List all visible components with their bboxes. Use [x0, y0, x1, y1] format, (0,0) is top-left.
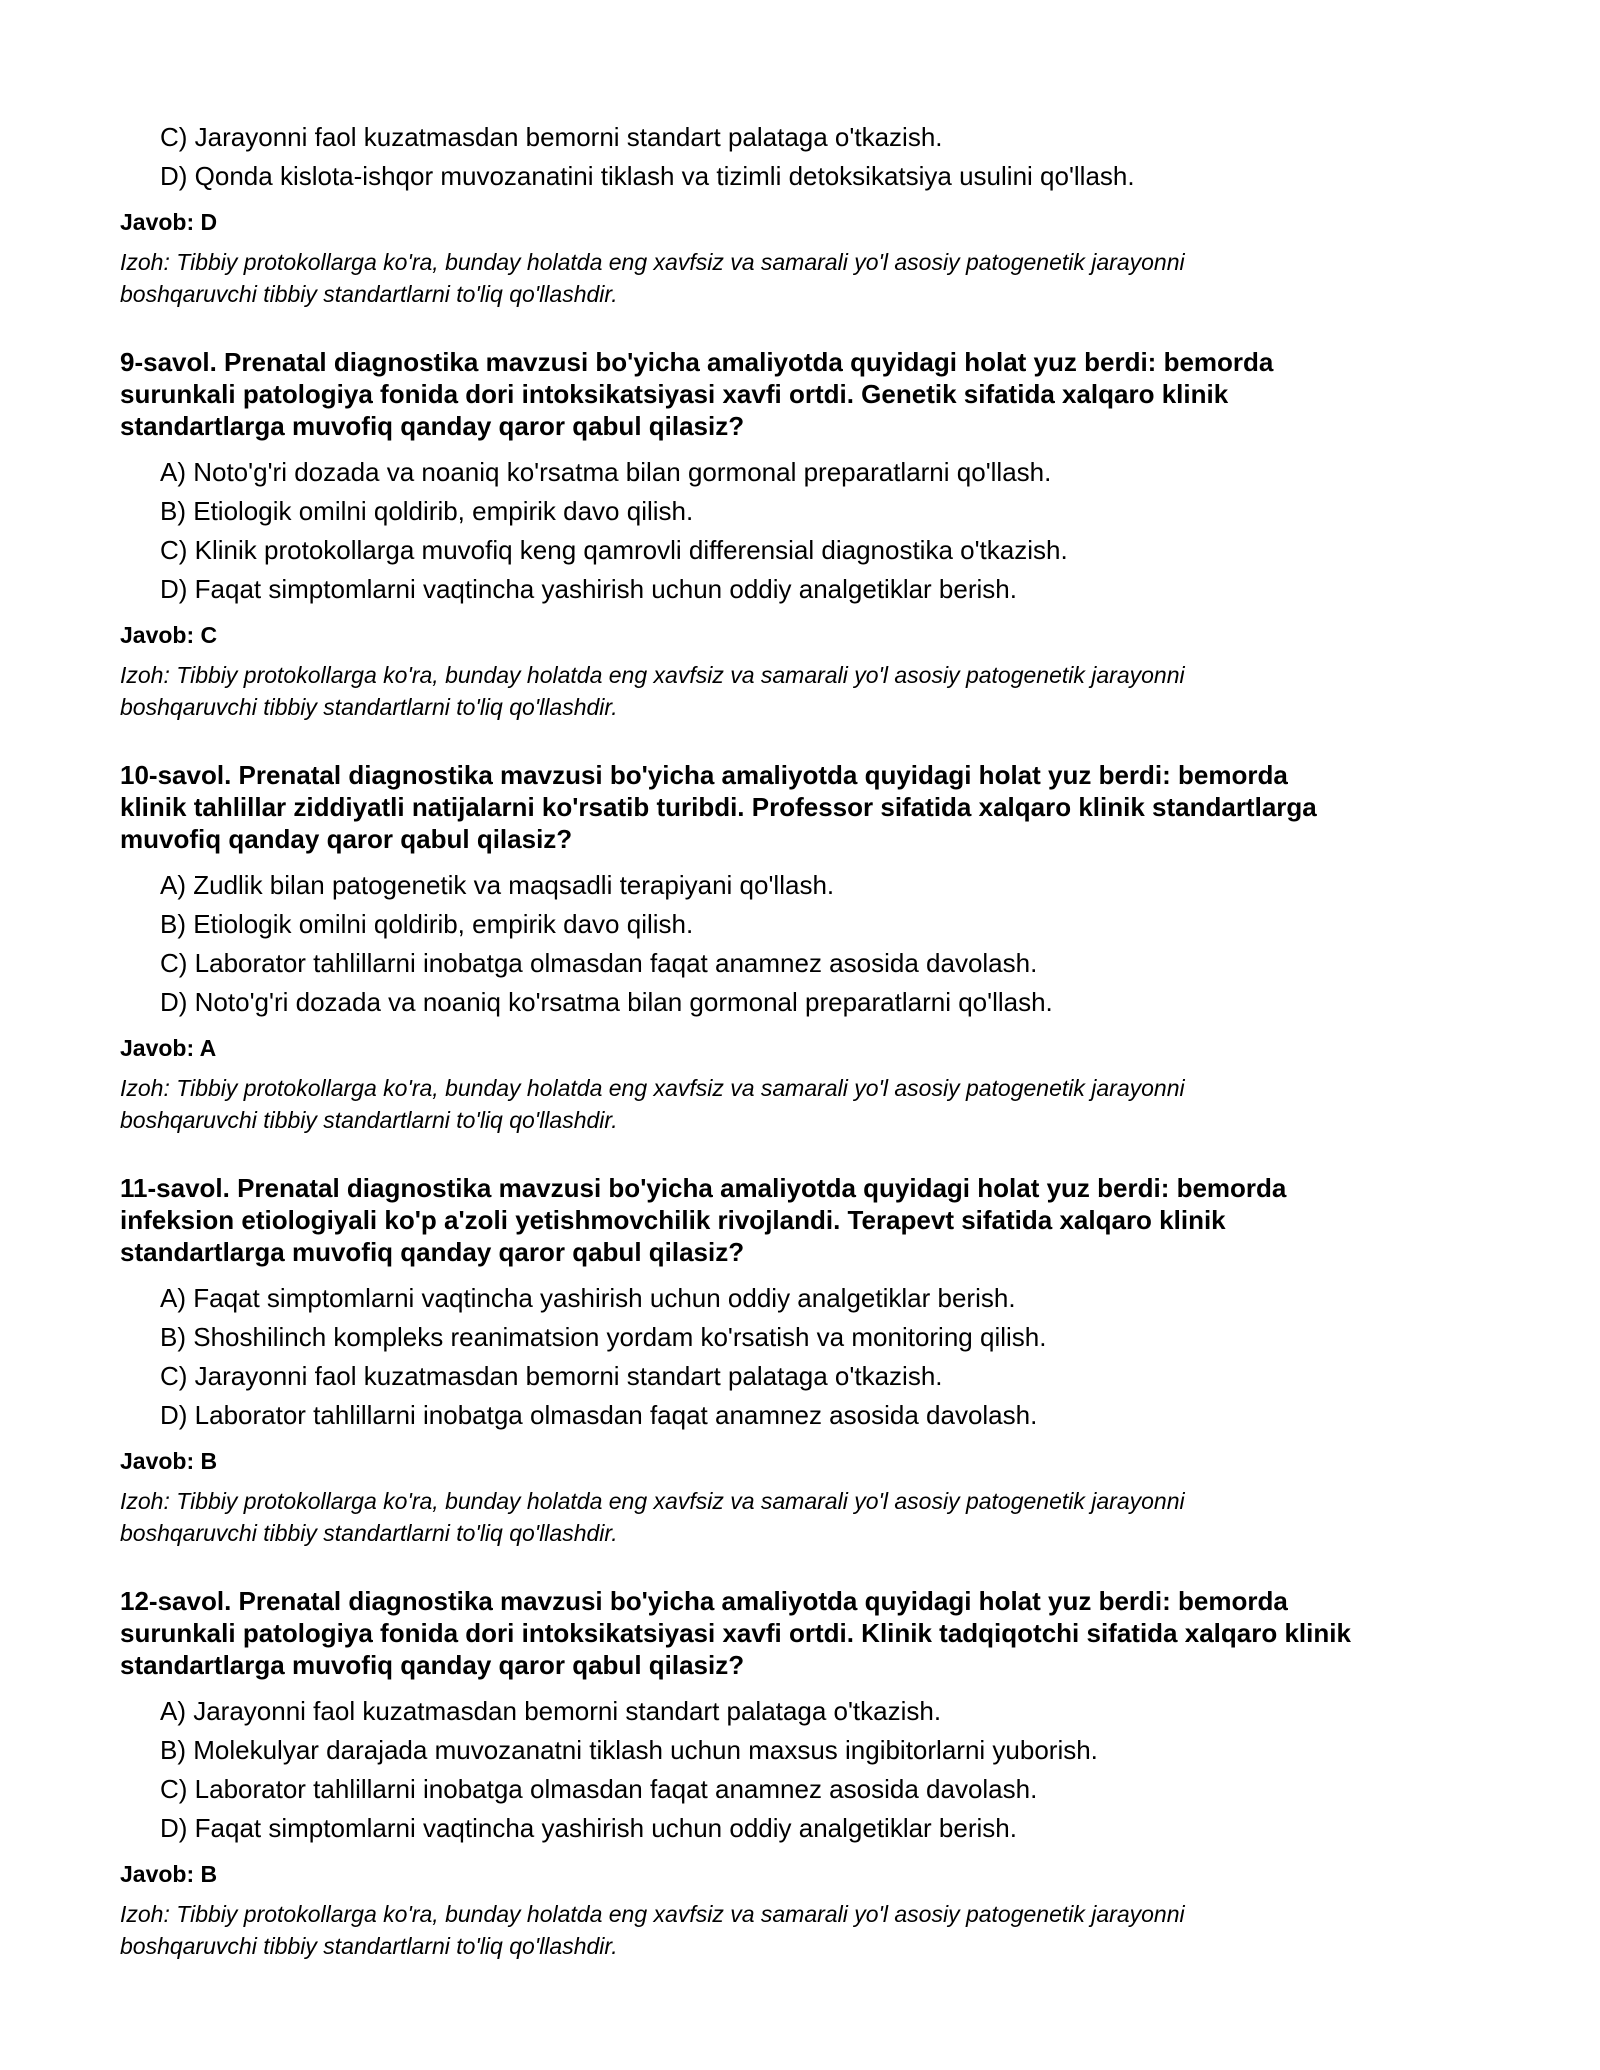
answer-key: Javob: B: [120, 1861, 218, 1887]
question-8-continuation: [120, 118, 1500, 310]
question-text-line: surunkali patologiya fonida dori intoksikatsiyasi xavfi ortdi. Klinik tadqiqotchi sifatida xalqaro klinik: [120, 1618, 1351, 1648]
option-d: D) Faqat simptomlarni vaqtincha yashirish uchun oddiy analgetiklar berish.: [160, 1813, 1017, 1843]
option-c: C) Laborator tahlillarni inobatga olmasdan faqat anamnez asosida davolash.: [160, 1774, 1038, 1804]
question-11: [120, 1172, 1500, 1549]
option-d: D) Qonda kislota-ishqor muvozanatini tiklash va tizimli detoksikatsiya usulini qo'llash.: [160, 161, 1135, 191]
explanation: [120, 659, 1500, 723]
option-b: B) Etiologik omilni qoldirib, empirik davo qilish.: [160, 496, 694, 526]
question-text: [120, 346, 1500, 442]
answer-options: [120, 1279, 1500, 1435]
question-text: [120, 1585, 1500, 1681]
option-a: A) Zudlik bilan patogenetik va maqsadli terapiyani qo'llash.: [160, 870, 835, 900]
answer-options: [120, 1692, 1500, 1848]
explanation-line: boshqaruvchi tibbiy standartlarni to'liq qo'llashdir.: [120, 1933, 618, 1959]
question-text-line: surunkali patologiya fonida dori intoksikatsiyasi xavfi ortdi. Genetik sifatida xalqaro klinik: [120, 379, 1229, 409]
question-text-line: klinik tahlillar ziddiyatli natijalarni ko'rsatib turibdi. Professor sifatida xalqaro klinik standartlarga: [120, 792, 1317, 822]
explanation-line: boshqaruvchi tibbiy standartlarni to'liq qo'llashdir.: [120, 694, 618, 720]
option-c: C) Laborator tahlillarni inobatga olmasdan faqat anamnez asosida davolash.: [160, 948, 1038, 978]
document-page: [120, 118, 1500, 1962]
answer-options: [120, 453, 1500, 609]
explanation-line: boshqaruvchi tibbiy standartlarni to'liq qo'llashdir.: [120, 1107, 618, 1133]
explanation: [120, 246, 1500, 310]
question-text-line: infeksion etiologiyali ko'p a'zoli yetishmovchilik rivojlandi. Terapevt sifatida xalqaro klinik: [120, 1205, 1226, 1235]
question-text-line: standartlarga muvofiq qanday qaror qabul qilasiz?: [120, 1650, 745, 1680]
question-9: [120, 346, 1500, 723]
explanation: [120, 1072, 1500, 1136]
option-c: C) Jarayonni faol kuzatmasdan bemorni standart palataga o'tkazish.: [160, 122, 943, 152]
option-a: A) Faqat simptomlarni vaqtincha yashirish uchun oddiy analgetiklar berish.: [160, 1283, 1016, 1313]
answer-key: Javob: C: [120, 622, 218, 648]
answer-key: Javob: B: [120, 1448, 218, 1474]
option-c: C) Jarayonni faol kuzatmasdan bemorni standart palataga o'tkazish.: [160, 1361, 943, 1391]
explanation: [120, 1485, 1500, 1549]
question-text-line: muvofiq qanday qaror qabul qilasiz?: [120, 824, 573, 854]
question-text-line: 10-savol. Prenatal diagnostika mavzusi bo'yicha amaliyotda quyidagi holat yuz berdi: bemorda: [120, 760, 1288, 790]
answer-key: Javob: D: [120, 209, 218, 235]
question-text-line: standartlarga muvofiq qanday qaror qabul qilasiz?: [120, 411, 745, 441]
explanation-line: Izoh: Tibbiy protokollarga ko'ra, bunday holatda eng xavfsiz va samarali yo'l asosiy patogenetik jarayonni: [120, 1901, 1185, 1927]
explanation: [120, 1898, 1500, 1962]
option-b: B) Molekulyar darajada muvozanatni tiklash uchun maxsus ingibitorlarni yuborish.: [160, 1735, 1098, 1765]
explanation-line: Izoh: Tibbiy protokollarga ko'ra, bunday holatda eng xavfsiz va samarali yo'l asosiy patogenetik jarayonni: [120, 249, 1185, 275]
option-b: B) Etiologik omilni qoldirib, empirik davo qilish.: [160, 909, 694, 939]
question-text-line: 12-savol. Prenatal diagnostika mavzusi bo'yicha amaliyotda quyidagi holat yuz berdi: bemorda: [120, 1586, 1288, 1616]
answer-key: Javob: A: [120, 1035, 217, 1061]
question-text-line: standartlarga muvofiq qanday qaror qabul qilasiz?: [120, 1237, 745, 1267]
option-a: A) Jarayonni faol kuzatmasdan bemorni standart palataga o'tkazish.: [160, 1696, 942, 1726]
question-text-line: 9-savol. Prenatal diagnostika mavzusi bo'yicha amaliyotda quyidagi holat yuz berdi: bemorda: [120, 347, 1274, 377]
explanation-line: boshqaruvchi tibbiy standartlarni to'liq qo'llashdir.: [120, 1520, 618, 1546]
question-text-line: 11-savol. Prenatal diagnostika mavzusi bo'yicha amaliyotda quyidagi holat yuz berdi: bemorda: [120, 1173, 1287, 1203]
question-12: [120, 1585, 1500, 1962]
option-d: D) Laborator tahlillarni inobatga olmasdan faqat anamnez asosida davolash.: [160, 1400, 1038, 1430]
answer-options: [120, 118, 1500, 196]
explanation-line: Izoh: Tibbiy protokollarga ko'ra, bunday holatda eng xavfsiz va samarali yo'l asosiy patogenetik jarayonni: [120, 1075, 1185, 1101]
explanation-line: boshqaruvchi tibbiy standartlarni to'liq qo'llashdir.: [120, 281, 618, 307]
option-d: D) Noto'g'ri dozada va noaniq ko'rsatma bilan gormonal preparatlarni qo'llash.: [160, 987, 1053, 1017]
option-c: C) Klinik protokollarga muvofiq keng qamrovli differensial diagnostika o'tkazish.: [160, 535, 1068, 565]
option-d: D) Faqat simptomlarni vaqtincha yashirish uchun oddiy analgetiklar berish.: [160, 574, 1017, 604]
answer-options: [120, 866, 1500, 1022]
explanation-line: Izoh: Tibbiy protokollarga ko'ra, bunday holatda eng xavfsiz va samarali yo'l asosiy patogenetik jarayonni: [120, 662, 1185, 688]
option-b: B) Shoshilinch kompleks reanimatsion yordam ko'rsatish va monitoring qilish.: [160, 1322, 1047, 1352]
option-a: A) Noto'g'ri dozada va noaniq ko'rsatma bilan gormonal preparatlarni qo'llash.: [160, 457, 1052, 487]
question-10: [120, 759, 1500, 1136]
explanation-line: Izoh: Tibbiy protokollarga ko'ra, bunday holatda eng xavfsiz va samarali yo'l asosiy patogenetik jarayonni: [120, 1488, 1185, 1514]
question-text: [120, 759, 1500, 855]
question-text: [120, 1172, 1500, 1268]
